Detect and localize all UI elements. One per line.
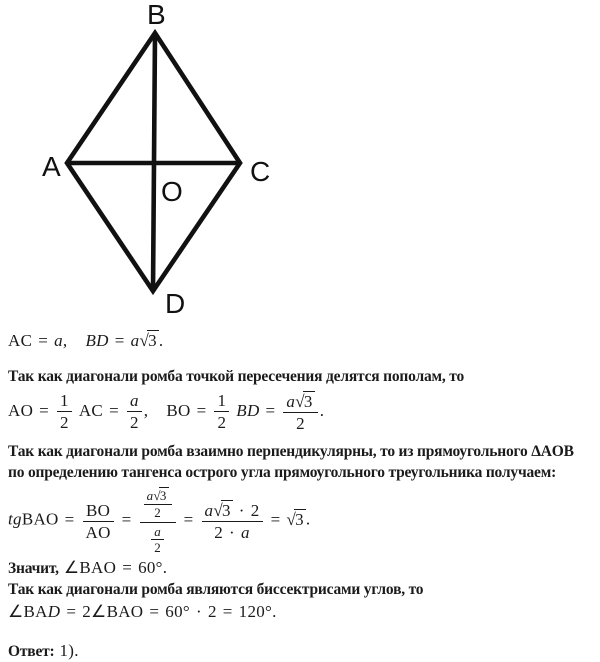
radicand: 3 [148, 331, 157, 350]
fraction [57, 391, 72, 432]
paragraph-perpendicular: Так как диагонали ромба взаимно перпендикулярны, то из прямоугольного ΔAOB [8, 442, 574, 460]
multiply-dot: · [229, 523, 236, 543]
denominator: 2 [217, 413, 227, 433]
paragraph-bisect-halves: Так как диагонали ромба точкой пересечения делятся пополам, то [8, 368, 465, 386]
equals-sign: = [270, 510, 281, 530]
math-token: tg [8, 510, 22, 530]
math-token: a [241, 523, 250, 543]
vertex-label-a: A [42, 151, 61, 182]
math-token: a [204, 501, 214, 521]
math-token: 2∠BAO [82, 601, 144, 621]
radical-sign: √ [286, 510, 297, 530]
radical-sign: √ [153, 488, 161, 504]
math-token: . [319, 400, 325, 420]
equals-sign: = [122, 558, 133, 578]
numerator [144, 487, 172, 505]
numerator: a [127, 391, 142, 412]
center-label-o: O [161, 176, 183, 207]
math-token: 60° [165, 601, 190, 621]
math-token: ∠BA [8, 601, 48, 621]
math-token: 120°. [238, 601, 277, 621]
math-token: 2 [207, 601, 217, 621]
denominator: 2 [154, 540, 161, 556]
vertex-label-b: B [147, 0, 166, 30]
answer-line [8, 640, 596, 662]
equals-sign: = [39, 400, 50, 420]
math-token: AC [8, 331, 33, 350]
radicand: 3 [295, 510, 304, 530]
fraction [202, 500, 263, 542]
math-token: , [143, 400, 149, 420]
halves-equation [8, 391, 596, 433]
sqrt-expression [286, 510, 305, 529]
numerator: a [151, 525, 164, 541]
math-token: a [146, 488, 154, 504]
text-token: Значит, [8, 560, 59, 578]
math-token: a [130, 331, 140, 350]
equals-sign: = [183, 510, 194, 530]
numerator [140, 486, 176, 522]
sqrt-expression [213, 501, 232, 520]
radical-sign: √ [295, 391, 305, 411]
radical-sign: √ [213, 501, 223, 521]
radical-sign: √ [139, 331, 150, 350]
denominator [202, 522, 263, 542]
equals-sign: = [222, 601, 233, 621]
numerator: 1 [214, 391, 229, 412]
given-equation [8, 330, 596, 352]
numerator [202, 500, 263, 522]
math-token: a [54, 331, 63, 350]
sqrt-expression [153, 488, 168, 503]
vertex-label-c: C [250, 156, 271, 187]
radicand: 3 [303, 391, 313, 411]
solution-text [8, 326, 596, 662]
nested-fraction [140, 486, 176, 556]
fraction [283, 391, 317, 433]
numerator: BO [83, 501, 114, 522]
equals-sign: = [114, 331, 125, 350]
numerator [283, 391, 317, 413]
denominator [140, 523, 176, 556]
denominator: 2 [296, 413, 305, 433]
math-token: . [158, 331, 164, 350]
tangent-equation [8, 486, 596, 556]
math-token: AC [78, 400, 104, 420]
denominator: 2 [154, 505, 161, 521]
math-token: a [286, 391, 296, 411]
paragraph-bisectors: Так как диагонали ромба являются биссектрисами углов, то [8, 580, 424, 598]
multiply-dot: · [195, 601, 202, 621]
math-token: 60°. [138, 558, 168, 578]
denominator: 2 [60, 413, 69, 433]
equals-sign: = [196, 400, 207, 420]
equals-sign: = [109, 400, 119, 420]
fraction [144, 487, 172, 519]
angle-conclusion [8, 557, 596, 580]
equals-sign: = [64, 510, 75, 530]
radicand: 3 [159, 488, 167, 504]
equals-sign: = [66, 601, 77, 621]
bisector-equation [8, 601, 596, 623]
math-token: , [62, 331, 68, 350]
equals-sign: = [149, 601, 160, 621]
equals-sign: = [38, 331, 49, 350]
math-token: ∠BAO [63, 558, 117, 578]
diagonal-bd [153, 33, 155, 291]
sqrt-expression [295, 392, 314, 411]
math-token: 2 [214, 523, 224, 543]
equals-sign: = [121, 510, 132, 530]
math-token: BO [166, 400, 191, 420]
rhombus-diagram [0, 0, 320, 325]
radicand: 3 [221, 501, 231, 521]
answer-value: 1). [59, 640, 79, 660]
math-token: . [305, 510, 311, 530]
equals-sign: = [265, 400, 276, 420]
fraction [151, 525, 164, 555]
fraction [127, 391, 142, 432]
multiply-dot: · [238, 501, 245, 521]
math-token: D [47, 601, 61, 621]
fraction [83, 501, 114, 542]
math-token: BAO [21, 510, 59, 530]
paragraph-tangent-definition: по определению тангенса острого угла прямоугольного треугольника получаем: [8, 463, 557, 481]
numerator: 1 [57, 391, 72, 412]
fraction [214, 391, 229, 432]
denominator: AO [85, 522, 111, 542]
vertex-label-d: D [165, 288, 186, 319]
math-token: BD [85, 331, 109, 350]
math-token: AO [8, 400, 34, 420]
math-token: 2 [250, 501, 260, 521]
sqrt-expression [139, 331, 158, 350]
denominator: 2 [129, 413, 139, 433]
answer-label: Ответ: [8, 642, 55, 660]
math-token: BD [236, 400, 260, 420]
